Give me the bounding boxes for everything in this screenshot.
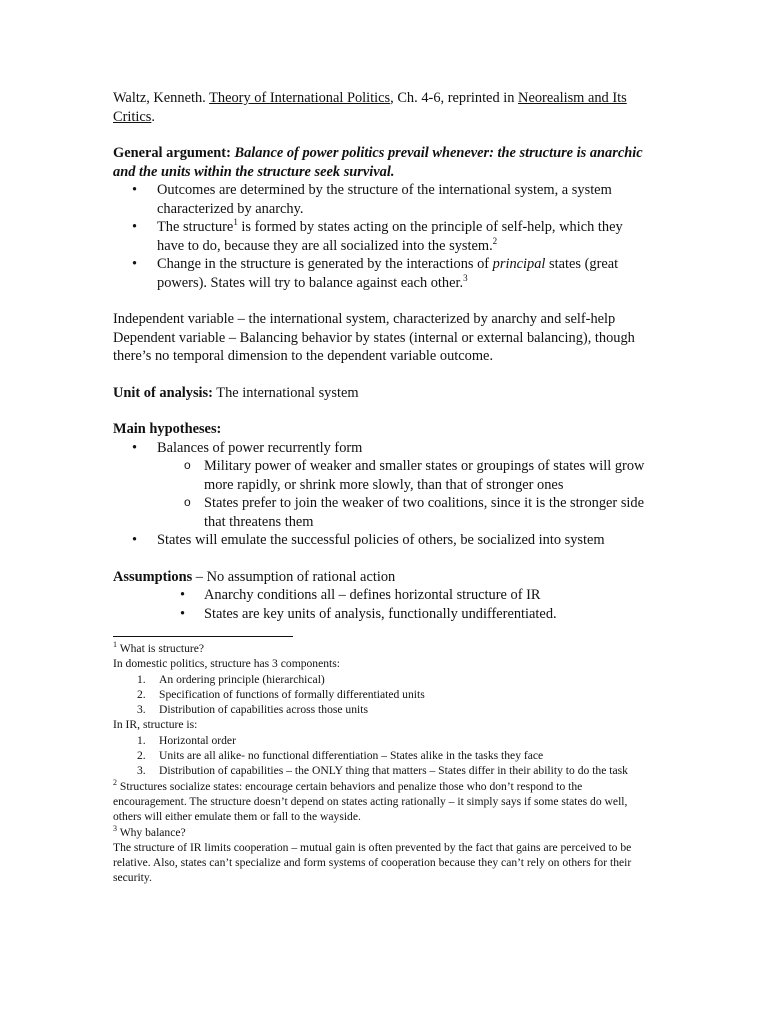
hypotheses-list <box>113 439 653 458</box>
list-item: 2. Specification of functions of formally differentiated units <box>137 687 425 701</box>
footnote-2: $^2$ Structures socialize states: encourage certain behaviors and penalize those who don’t respond to the encouragement. The structure doesn’t depend on states acting rationally – it simply says if some states do well, others will either emulate them or fall to the wayside. <box>113 777 628 824</box>
general-argument-label: General argument: <box>113 145 235 161</box>
footnote-divider <box>113 636 293 637</box>
footnote-ref-2[interactable]: 2 <box>492 235 498 246</box>
citation-title: Theory of International Politics <box>209 90 391 106</box>
dependent-variable: Dependent variable – Balancing behavior by states (internal or external balancing), though there’s no temporal dimension to the dependent variable outcome. <box>113 329 635 364</box>
hypotheses-sublist <box>113 457 653 531</box>
list-item: 3. Distribution of capabilities – the ONLY thing that matters – States differ in their ability to do the task <box>137 764 628 778</box>
general-argument <box>113 144 653 181</box>
footnote-3-text: The structure of IR limits cooperation – mutual gain is often prevented by the fact that gains are perceived to be relative. Also, states can’t specialize and form systems of cooperation because they can’t rely on others for their security. <box>113 840 632 885</box>
footnote-ref-3[interactable]: 3 <box>463 272 468 283</box>
list-item: o Military power of weaker and smaller states or groupings of states will grow more rapidly, or shrink more slowly, than that of stronger ones <box>113 457 653 494</box>
footnote-1-number: 1 <box>113 640 117 650</box>
list-item: • Balances of power recurrently form <box>113 439 653 458</box>
list-item: • Anarchy conditions all – defines horizontal structure of IR <box>113 586 653 605</box>
citation <box>113 89 653 126</box>
list-item: • States are key units of analysis, functionally undifferentiated. <box>113 605 653 624</box>
ir-intro: In IR, structure is: <box>113 718 198 732</box>
footnote-1: $^1$ What is structure? <box>113 640 205 655</box>
general-argument-list <box>113 181 653 292</box>
citation-author: Waltz, Kenneth. <box>113 90 210 106</box>
hypotheses-heading: Main hypotheses: <box>113 421 222 437</box>
unit-of-analysis: Unit of analysis: The international system <box>113 384 359 401</box>
list-item: 2. Units are all alike- no functional differentiation – States alike in the tasks they face <box>137 749 544 763</box>
citation-end: . <box>151 108 155 125</box>
list-item: 1. An ordering principle (hierarchical) <box>137 672 325 686</box>
citation-source: Neorealism and Its Critics <box>113 90 627 125</box>
assumptions-list <box>113 586 653 623</box>
list-item: • States will emulate the successful policies of others, be socialized into system <box>113 531 653 550</box>
footnotes <box>113 641 653 886</box>
assumptions-label: Assumptions <box>113 568 193 585</box>
ir-list <box>113 733 653 779</box>
list-item: • Outcomes are determined by the structure of the international system, a system characterized by anarchy. <box>113 181 653 218</box>
domestic-intro: In domestic politics, structure has 3 components: <box>113 657 341 671</box>
assumptions: Assumptions – No assumption of rational action <box>113 568 396 585</box>
list-item: • The structure$^1$ is formed by states acting on the principle of self-help, which they have to do, because they are all socialized into the system.$^2$ <box>113 218 653 255</box>
list-item: 1. Horizontal order <box>137 733 236 747</box>
independent-variable: Independent variable – the international system, characterized by anarchy and self-help <box>113 311 616 327</box>
list-item: • Change in the structure is generated by the interactions of principal states (great powers). States will try to balance against each other.$^3$ <box>113 255 653 292</box>
footnote-ref-1[interactable]: 1 <box>233 217 238 228</box>
hypotheses-list-2 <box>113 531 653 550</box>
footnote-3-number: 3 <box>113 823 117 833</box>
domestic-list <box>113 672 653 718</box>
footnote-3: $^3$ Why balance? <box>113 823 186 839</box>
list-item: o States prefer to join the weaker of two coalitions, since it is the stronger side that threatens them <box>113 494 653 531</box>
general-argument-text: Balance of power politics prevail whenever: the structure is anarchic and the units within the structure seek survival. <box>113 145 643 180</box>
main-body <box>113 89 653 623</box>
unit-of-analysis-label: Unit of analysis: <box>113 384 213 401</box>
citation-mid: , Ch. 4-6, reprinted in <box>390 90 519 106</box>
list-item: 3. Distribution of capabilities across those units <box>137 703 368 717</box>
footnote-2-number: 2 <box>113 777 117 787</box>
